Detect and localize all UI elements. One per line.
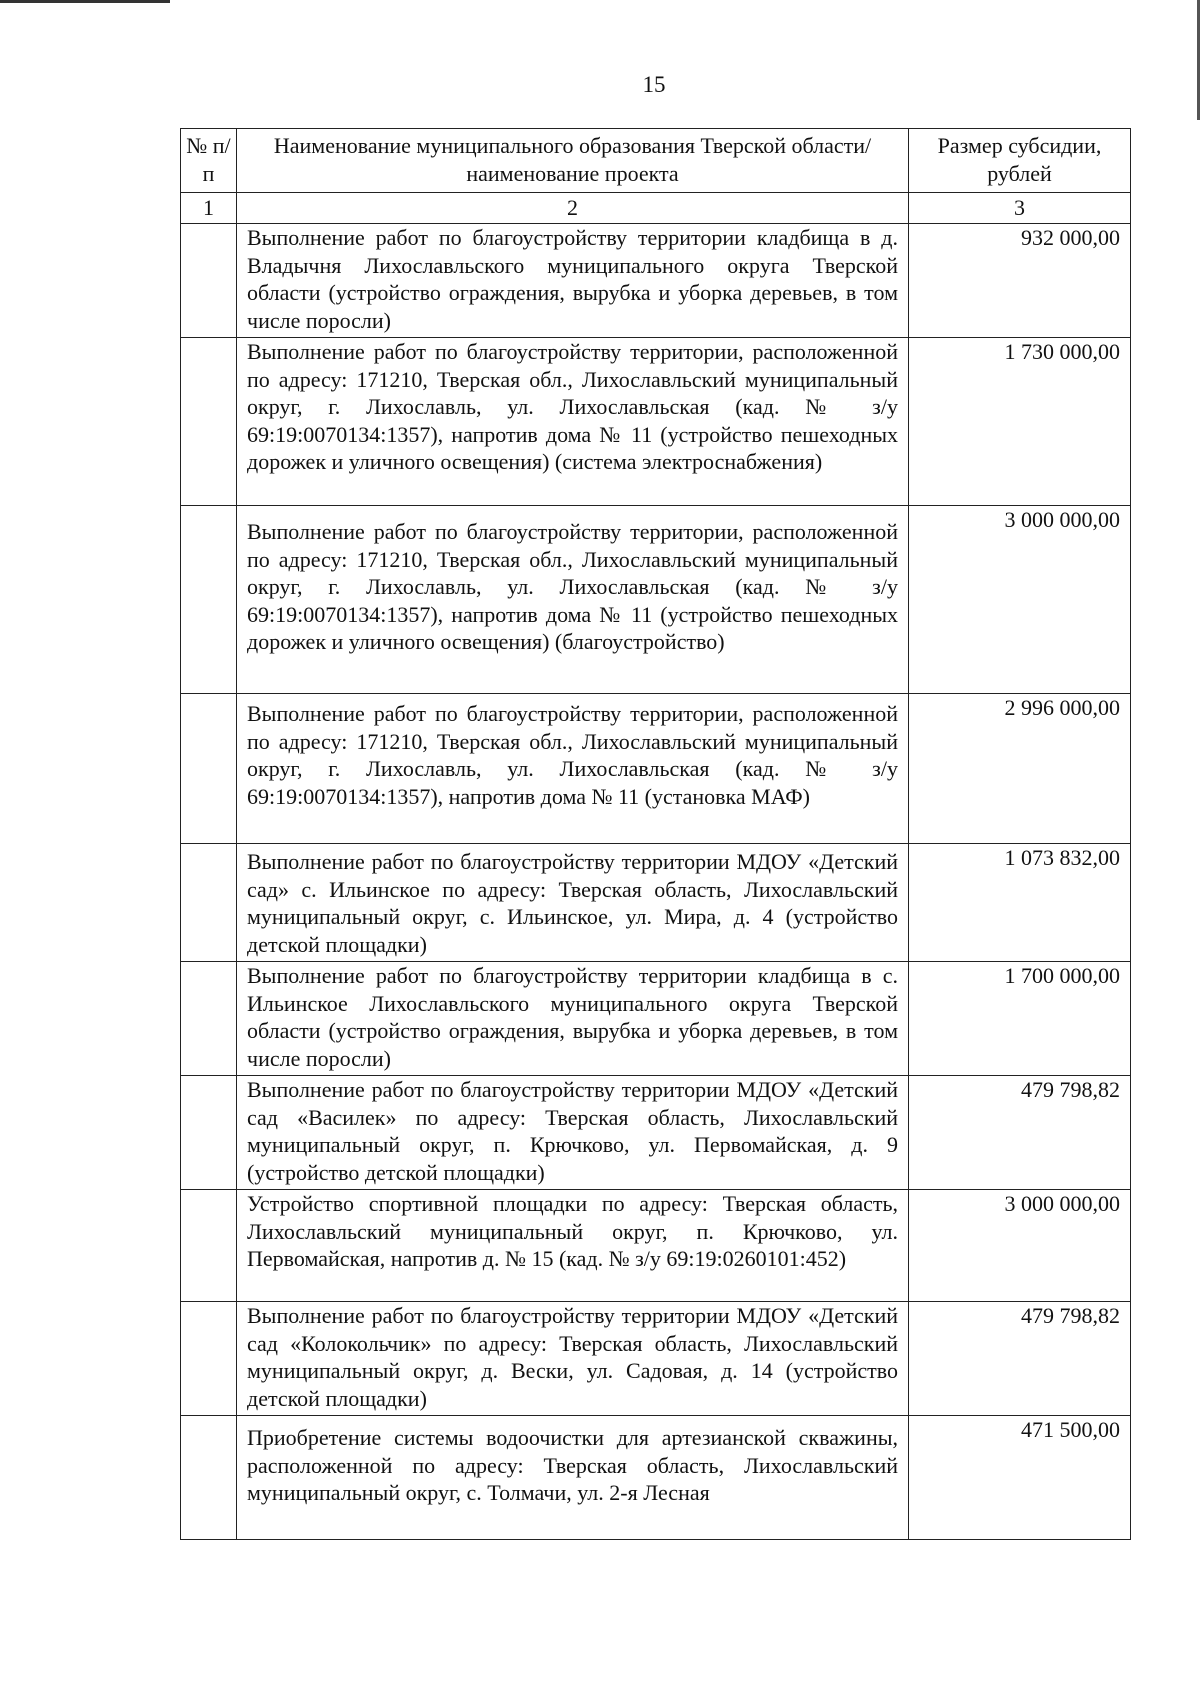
table-row (181, 1076, 1131, 1190)
table-row (181, 1416, 1131, 1540)
table-row (181, 1302, 1131, 1416)
table-header-row (181, 129, 1131, 193)
row-name: Устройство спортивной площадки по адресу: Тверская область, Лихославльский муниципальный округ, п. Крючково, ул. Первомайская, напротив д. № 15 (кад. № з/у 69:19:0260101:452) (237, 1190, 909, 1302)
page-number: 15 (642, 72, 666, 97)
table-row (181, 338, 1131, 506)
row-name: Выполнение работ по благоустройству территории, расположенной по адресу: 171210, Тверская обл., Лихославльский муниципальный округ, г. Лихославль, ул. Лихославльская (кад. № з/у 69:19:0070134:1357), напротив дома № 11 (устройство пешеходных дорожек и уличного освещения) (система электроснабжения) (237, 338, 909, 506)
row-num (181, 224, 237, 338)
row-num (181, 1302, 237, 1416)
table-row (181, 224, 1131, 338)
row-num (181, 1190, 237, 1302)
row-amount: 479 798,82 (909, 1302, 1131, 1416)
row-amount: 3 000 000,00 (909, 1190, 1131, 1302)
subsidy-table (180, 128, 1131, 1540)
index-col-3: 3 (909, 193, 1131, 224)
row-name: Выполнение работ по благоустройству территории МДОУ «Детский сад» с. Ильинское по адресу: Тверская область, Лихославльский муниципальный округ, с. Ильинское, ул. Мира, д. 4 (устройство детской площадки) (237, 844, 909, 962)
table-row (181, 844, 1131, 962)
row-amount: 2 996 000,00 (909, 694, 1131, 844)
row-amount: 1 073 832,00 (909, 844, 1131, 962)
row-amount: 932 000,00 (909, 224, 1131, 338)
header-num: № п/п (181, 129, 237, 193)
header-amount: Размер субсидии, рублей (909, 129, 1131, 193)
row-num (181, 506, 237, 694)
row-amount: 479 798,82 (909, 1076, 1131, 1190)
table-row (181, 694, 1131, 844)
row-name: Выполнение работ по благоустройству территории МДОУ «Детский сад «Колокольчик» по адресу: Тверская область, Лихославльский муниципальный округ, д. Вески, ул. Садовая, д. 14 (устройство детской площадки) (237, 1302, 909, 1416)
row-num (181, 338, 237, 506)
row-num (181, 1416, 237, 1540)
row-amount: 1 730 000,00 (909, 338, 1131, 506)
row-amount: 1 700 000,00 (909, 962, 1131, 1076)
row-name: Приобретение системы водоочистки для артезианской скважины, расположенной по адресу: Тверская область, Лихославльский муниципальный округ, с. Толмачи, ул. 2-я Лесная (237, 1416, 909, 1540)
scan-edge-mark-top (0, 0, 170, 3)
table-row (181, 1190, 1131, 1302)
row-name: Выполнение работ по благоустройству территории МДОУ «Детский сад «Василек» по адресу: Тверская область, Лихославльский муниципальный округ, п. Крючково, ул. Первомайская, д. 9 (устройство детской площадки) (237, 1076, 909, 1190)
row-num (181, 694, 237, 844)
row-name: Выполнение работ по благоустройству территории кладбища в с. Ильинское Лихославльского муниципального округа Тверской области (устройство ограждения, вырубка и уборка деревьев, в том числе поросли) (237, 962, 909, 1076)
index-col-1: 1 (181, 193, 237, 224)
row-num (181, 962, 237, 1076)
row-name: Выполнение работ по благоустройству территории кладбища в д. Владычня Лихославльского муниципального округа Тверской области (устройство ограждения, вырубка и уборка деревьев, в том числе поросли) (237, 224, 909, 338)
row-amount: 471 500,00 (909, 1416, 1131, 1540)
row-amount: 3 000 000,00 (909, 506, 1131, 694)
table-row (181, 506, 1131, 694)
header-name: Наименование муниципального образования Тверской области/наименование проекта (237, 129, 909, 193)
table-index-row (181, 193, 1131, 224)
row-name: Выполнение работ по благоустройству территории, расположенной по адресу: 171210, Тверская обл., Лихославльский муниципальный округ, г. Лихославль, ул. Лихославльская (кад. № з/у 69:19:0070134:1357), напротив дома № 11 (устройство пешеходных дорожек и уличного освещения) (благоустройство) (237, 506, 909, 694)
row-name: Выполнение работ по благоустройству территории, расположенной по адресу: 171210, Тверская обл., Лихославльский муниципальный округ, г. Лихославль, ул. Лихославльская (кад. № з/у 69:19:0070134:1357), напротив дома № 11 (установка МАФ) (237, 694, 909, 844)
table-row (181, 962, 1131, 1076)
row-num (181, 844, 237, 962)
row-num (181, 1076, 237, 1190)
index-col-2: 2 (237, 193, 909, 224)
